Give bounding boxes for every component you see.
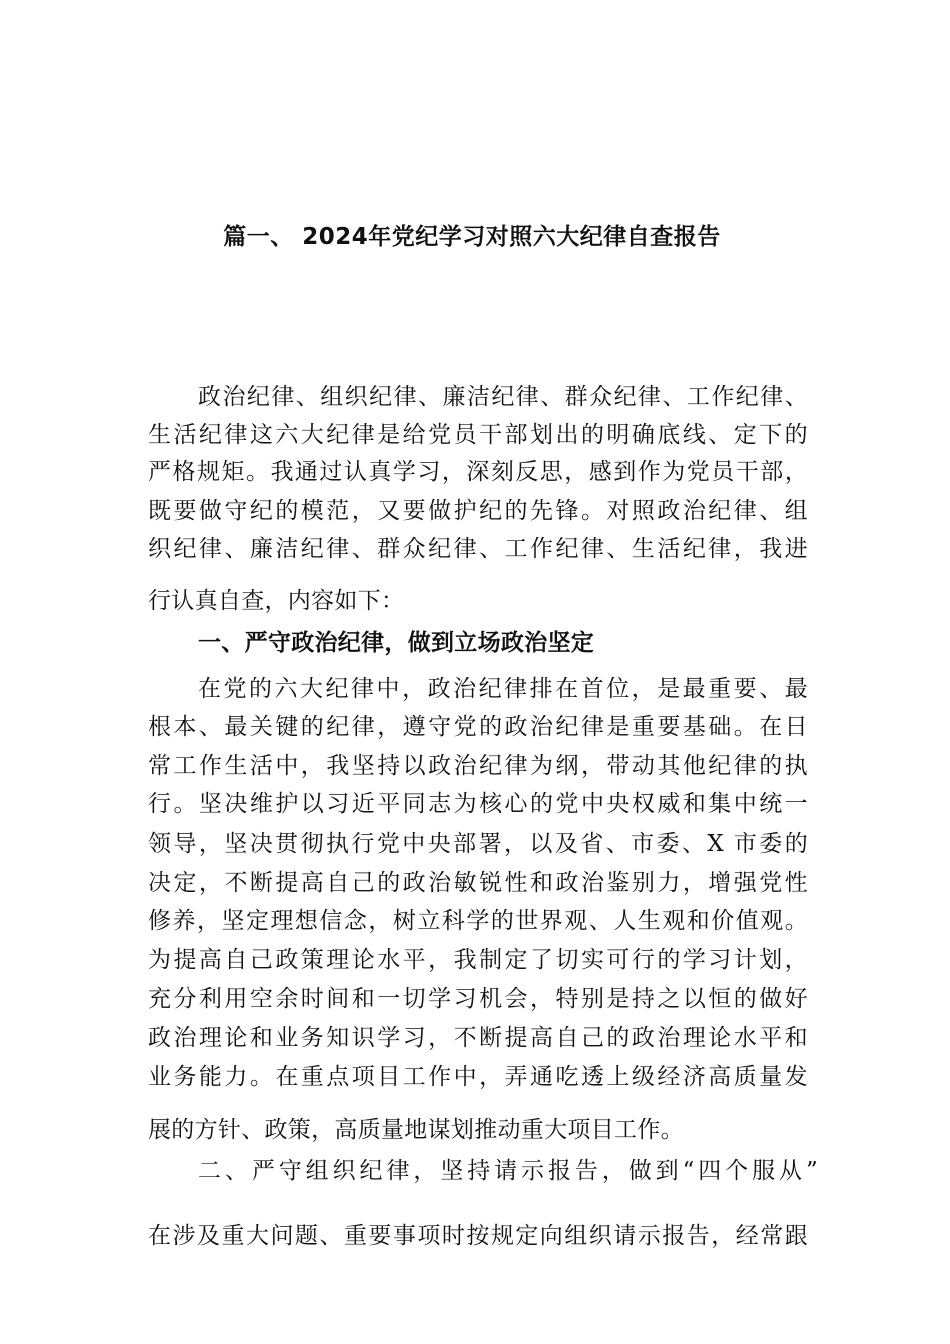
paragraph-line: 在党的六大纪律中，政治纪律排在首位，是最重要、最: [198, 676, 808, 702]
paragraph-line: 既要做守纪的模范，又要做护纪的先锋。对照政治纪律、组: [148, 498, 808, 524]
paragraph-line: 充分利用空余时间和一切学习机会，特别是持之以恒的做好: [148, 986, 808, 1012]
paragraph-line: 业务能力。在重点项目工作中，弄通吃透上级经济高质量发: [148, 1064, 808, 1090]
paragraph-line: 织纪律、廉洁纪律、群众纪律、工作纪律、生活纪律，我进: [148, 536, 808, 562]
paragraph-line: 行。坚决维护以习近平同志为核心的党中央权威和集中统一: [148, 791, 808, 817]
section-heading-organizational: 二、严守组织纪律，坚持请示报告，做到“四个服从”: [198, 1158, 818, 1184]
paragraph-line: 修养，坚定理想信念，树立科学的世界观、人生观和价值观。: [148, 908, 808, 934]
paragraph-line: 展的方针、政策，高质量地谋划推动重大项目工作。: [148, 1117, 684, 1143]
section-heading-political: 一、严守政治纪律，做到立场政治坚定: [198, 630, 595, 656]
paragraph-line: 领导，坚决贯彻执行党中央部署，以及省、市委、X 市委的: [148, 831, 808, 857]
paragraph-line: 根本、最关键的纪律，遵守党的政治纪律是重要基础。在日: [148, 714, 808, 740]
paragraph-line: 严格规矩。我通过认真学习，深刻反思，感到作为党员干部，: [148, 459, 808, 485]
paragraph-line: 常工作生活中，我坚持以政治纪律为纲，带动其他纪律的执: [148, 753, 808, 779]
paragraph-line: 政治理论和业务知识学习，不断提高自己的政治理论水平和: [148, 1025, 808, 1051]
paragraph-line: 为提高自己政策理论水平，我制定了切实可行的学习计划，: [148, 947, 808, 973]
document-title: 篇一、 2024年党纪学习对照六大纪律自查报告: [223, 224, 721, 250]
paragraph-line: 政治纪律、组织纪律、廉洁纪律、群众纪律、工作纪律、: [198, 384, 808, 410]
paragraph-line: 在涉及重大问题、重要事项时按规定向组织请示报告，经常跟: [148, 1223, 808, 1249]
paragraph-line: 生活纪律这六大纪律是给党员干部划出的明确底线、定下的: [148, 422, 808, 448]
paragraph-line: 决定，不断提高自己的政治敏锐性和政治鉴别力，增强党性: [148, 870, 808, 896]
paragraph-line: 行认真自查，内容如下：: [148, 588, 405, 614]
